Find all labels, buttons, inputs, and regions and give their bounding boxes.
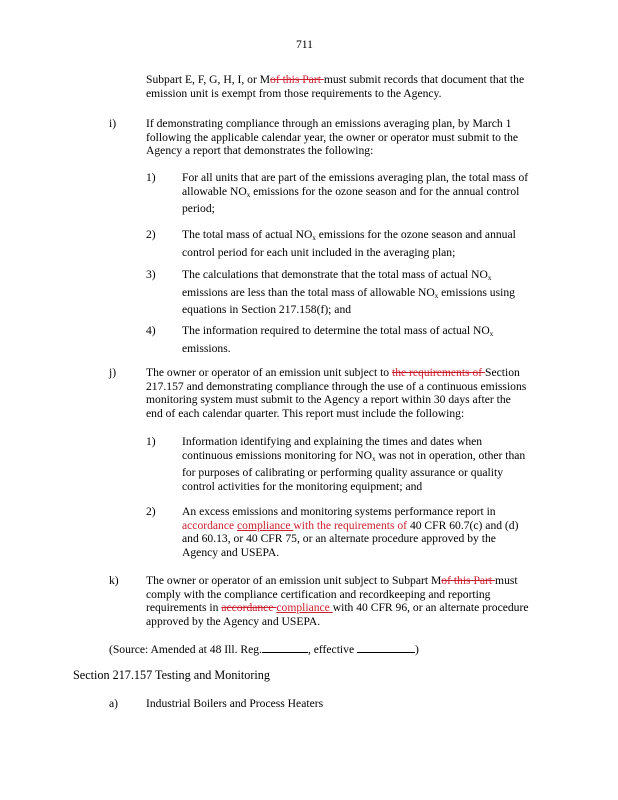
text: emissions are less than the total mass of allowable NO <box>182 285 435 299</box>
text: Section <box>485 366 520 379</box>
item-i-line: Agency a report that demonstrates the following: <box>146 144 374 158</box>
text: emissions for the ozone season and annual <box>315 228 516 241</box>
item-line: end of each calendar quarter. This report must include the following: <box>146 406 465 420</box>
item-i-1-text <box>182 171 528 216</box>
item-i-2-text <box>182 228 516 259</box>
section-a-label: a) <box>109 697 119 710</box>
item-i-4-label: 4) <box>146 324 156 337</box>
item-line <box>146 601 528 615</box>
intro-text: Subpart E, F, G, H, I, or M <box>146 73 271 86</box>
text: The owner or operator of an emission unit subject to <box>146 366 392 379</box>
item-line <box>182 449 525 467</box>
section-a-text: Industrial Boilers and Process Heaters <box>146 697 324 710</box>
source-text: (Source: Amended at 48 Ill. Reg. <box>109 643 262 656</box>
blank-line <box>357 642 415 653</box>
subscript: x <box>246 190 251 199</box>
item-j-2-label: 2) <box>146 505 156 518</box>
page-number: 711 <box>296 38 313 51</box>
source-note <box>109 642 419 657</box>
item-i-line: following the applicable calendar year, the owner or operator must submit to the <box>146 130 519 144</box>
changed-text: accordance <box>182 518 238 532</box>
item-j-text <box>146 366 526 420</box>
intro-paragraph <box>146 73 524 100</box>
item-line <box>182 228 516 246</box>
item-line: emissions. <box>182 341 231 355</box>
section-heading: Section 217.157 Testing and Monitoring <box>73 668 270 682</box>
text: emissions for the ozone season and for the annual control <box>250 184 520 198</box>
subscript: x <box>487 274 492 282</box>
item-j-label: j) <box>109 366 117 379</box>
item-j-1-text <box>182 435 525 493</box>
item-k-text <box>146 574 528 628</box>
text: requirements in <box>146 601 222 615</box>
item-line <box>182 268 515 286</box>
intro-line-2: emission unit is exempt from those requirements to the Agency. <box>146 86 442 100</box>
subscript: x <box>434 291 439 300</box>
item-line: for purposes of calibrating or performing quality assurance or quality <box>182 466 503 480</box>
item-line <box>182 324 493 342</box>
item-i-2-label: 2) <box>146 228 156 241</box>
item-j-2-text <box>182 505 518 559</box>
deleted-text: of this Part <box>270 73 324 86</box>
text: The owner or operator of an emission unit subject to Subpart M <box>146 574 442 587</box>
deleted-text: of this Part <box>441 574 496 587</box>
item-i-4-text <box>182 324 493 355</box>
inserted-text: compliance <box>237 518 294 532</box>
text: was not in operation, other than <box>375 448 526 462</box>
item-line <box>182 286 515 304</box>
intro-line-1 <box>146 73 524 87</box>
item-line: control activities for the monitoring equipment; and <box>182 479 423 493</box>
text: The total mass of actual NO <box>182 228 313 241</box>
item-line: control period for each unit included in the averaging plan; <box>182 245 456 259</box>
item-j-1-label: 1) <box>146 435 156 448</box>
item-line <box>146 366 526 380</box>
intro-text: must submit records that document that the <box>323 73 525 86</box>
item-line: and 60.13, or 40 CFR 75, or an alternate procedure approved by the <box>182 532 496 546</box>
subscript: x <box>312 234 316 242</box>
text: allowable NO <box>182 184 247 198</box>
text: The calculations that demonstrate that the total mass of actual NO <box>182 268 488 281</box>
deleted-text: accordance <box>221 601 277 615</box>
text: emissions using <box>438 285 515 299</box>
changed-text: with the requirements of <box>293 518 410 532</box>
item-i-1-label: 1) <box>146 171 156 184</box>
deleted-text: the requirements of <box>391 366 486 379</box>
item-line <box>182 185 528 203</box>
item-line: For all units that are part of the emissions averaging plan, the total mass of <box>182 171 529 184</box>
inserted-text: compliance <box>276 601 333 615</box>
text: continuous emissions monitoring for NO <box>182 448 373 462</box>
item-line <box>146 574 528 588</box>
item-line: 217.157 and demonstrating compliance through the use of a continuous emissions <box>146 379 527 393</box>
item-line: monitoring system must submit to the Agency a report within 30 days after the <box>146 393 511 407</box>
item-i-label: i) <box>109 117 117 130</box>
item-line: An excess emissions and monitoring systems performance report in <box>182 505 496 518</box>
blank-line <box>262 642 308 653</box>
item-line: equations in Section 217.158(f); and <box>182 303 352 317</box>
item-line: comply with the compliance certification and recordkeeping and reporting <box>146 587 491 601</box>
item-i-3-label: 3) <box>146 268 156 281</box>
text: must <box>495 574 518 587</box>
item-line: Agency and USEPA. <box>182 545 280 559</box>
source-text: , effective <box>307 643 357 656</box>
text: 40 CFR 60.7(c) and (d) <box>409 518 519 532</box>
item-i-3-text <box>182 268 515 317</box>
subscript: x <box>489 330 494 338</box>
item-k-label: k) <box>109 574 119 587</box>
text: with 40 CFR 96, or an alternate procedure <box>332 601 529 615</box>
item-i-text <box>146 117 518 158</box>
subscript: x <box>372 454 376 463</box>
item-line: period; <box>182 202 215 216</box>
item-line: approved by the Agency and USEPA. <box>146 614 321 628</box>
source-text: ) <box>414 643 419 656</box>
item-line: Information identifying and explaining the times and dates when <box>182 435 483 448</box>
item-line <box>182 519 518 533</box>
text: The information required to determine the total mass of actual NO <box>182 324 490 337</box>
item-i-line: If demonstrating compliance through an emissions averaging plan, by March 1 <box>146 117 512 130</box>
